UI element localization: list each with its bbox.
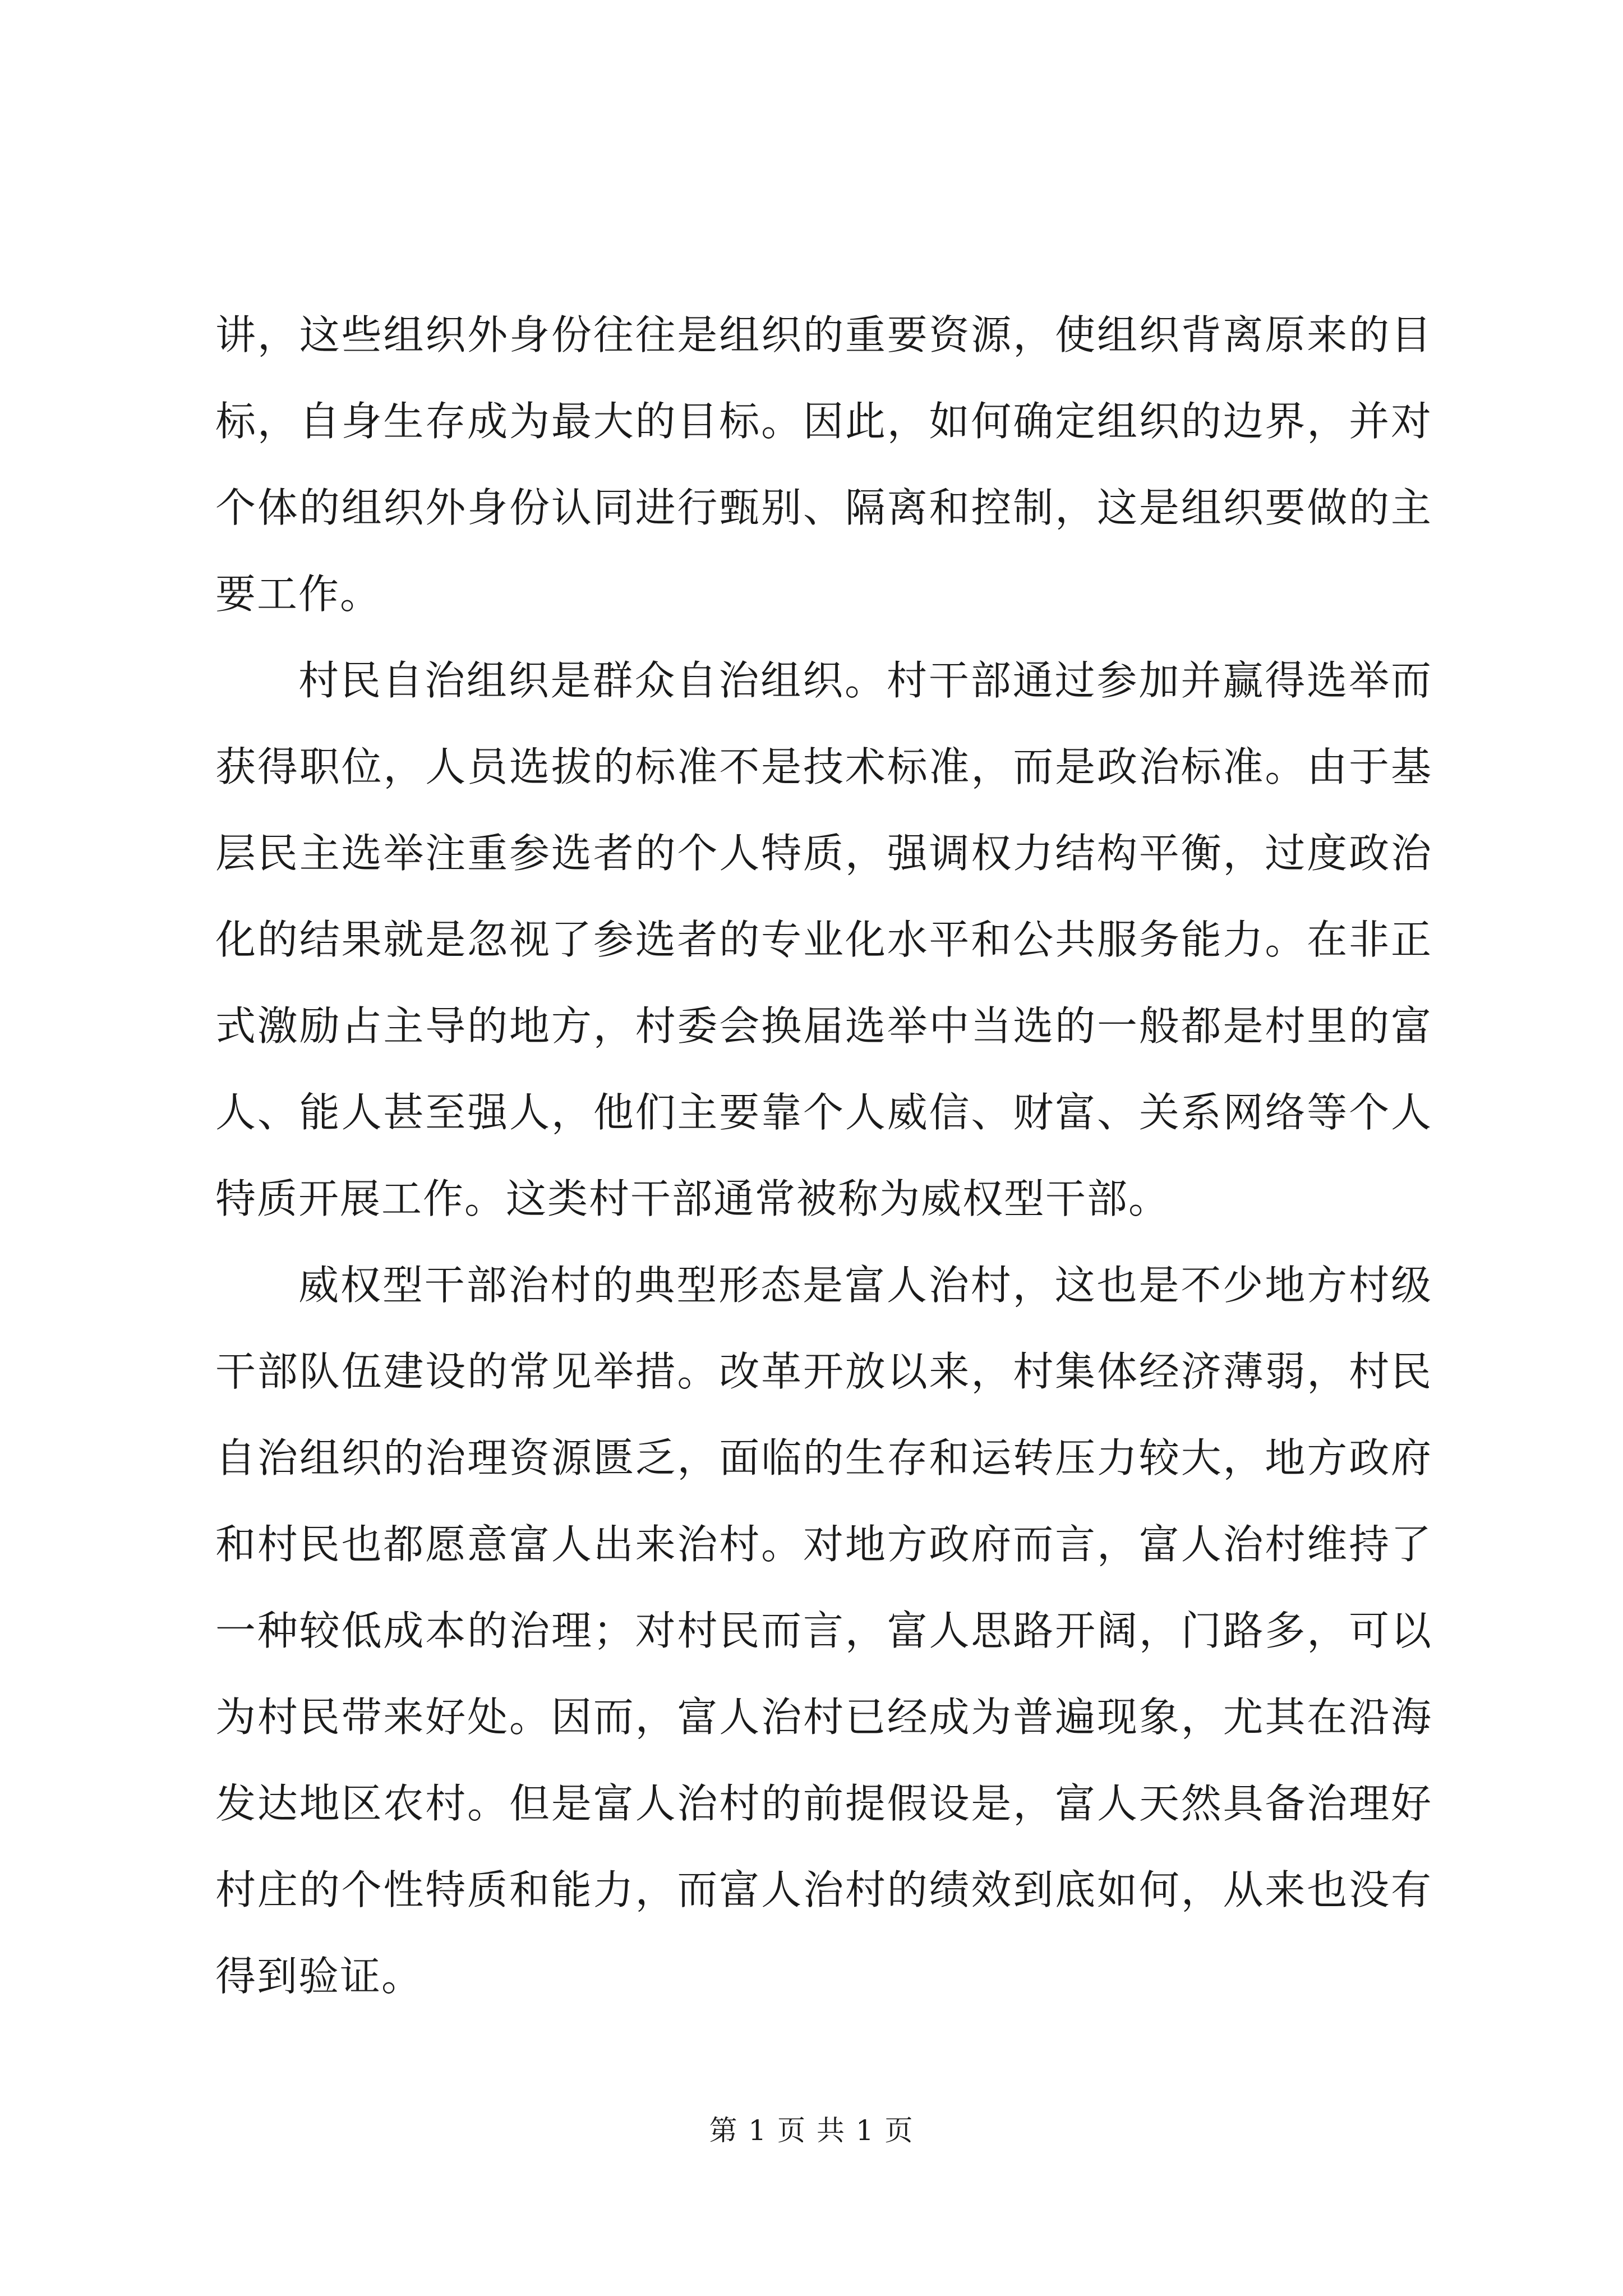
paragraph-3: 威权型干部治村的典型形态是富人治村，这也是不少地方村级干部队伍建设的常见举措。改革开放以来，村集体经济薄弱，村民自治组织的治理资源匮乏，面临的生存和运转压力较大，地方政府和村民也都愿意富人出来治村。对地方政府而言，富人治村维持了一种较低成本的治理；对村民而言，富人思路开阔，门路多，可以为村民带来好处。因而，富人治村已经成为普遍现象，尤其在沿海发达地区农村。但是富人治村的前提假设是，富人天然具备治理好村庄的个性特质和能力，而富人治村的绩效到底如何，从来也没有得到验证。 [215,1262,1432,2000]
paragraph-1: 讲，这些组织外身份往往是组织的重要资源，使组织背离原来的目标，自身生存成为最大的目标。因此，如何确定组织的边界，并对个体的组织外身份认同进行甄别、隔离和控制，这是组织要做的主要工作。 [215,311,1432,618]
paragraph-2: 村民自治组织是群众自治组织。村干部通过参加并赢得选举而获得职位，人员选拔的标准不是技术标准，而是政治标准。由于基层民主选举注重参选者的个人特质，强调权力结构平衡，过度政治化的结果就是忽视了参选者的专业化水平和公共服务能力。在非正式激励占主导的地方，村委会换届选举中当选的一般都是村里的富人、能人甚至强人，他们主要靠个人威信、财富、关系网络等个人特质开展工作。这类村干部通常被称为威权型干部。 [215,657,1432,1222]
page-footer: 第 1 页 共 1 页 [709,2114,914,2147]
document-body [215,292,1432,2019]
